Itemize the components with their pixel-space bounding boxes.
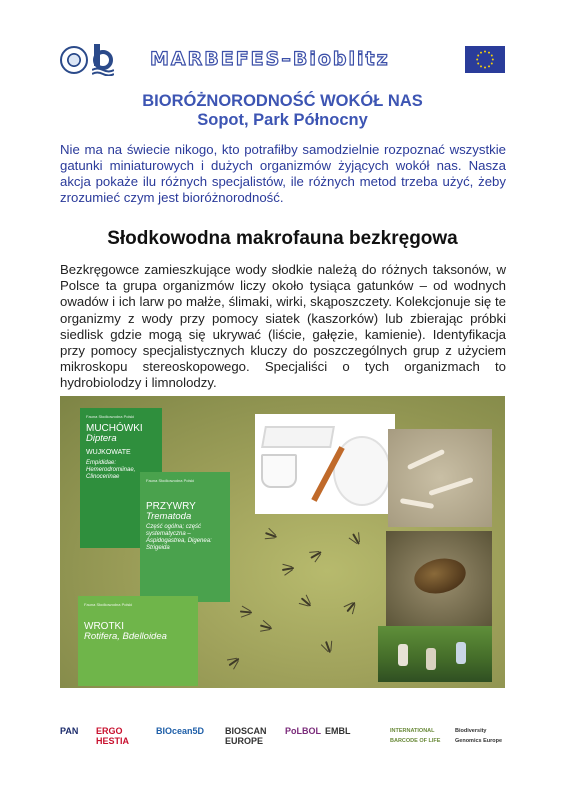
brand-title: MARBEFES–Bioblitz: [150, 48, 390, 70]
sponsor-logo: Biodiversity Genomics Europe: [455, 728, 503, 744]
intro-paragraph: Nie ma na świecie nikogo, kto potrafiłby samodzielnie rozpoznać wszystkie gatunki miniaturowych i dużych organizmów żyjących wokół nas. Nasza akcja pokaże ilu różnych specjalistów, ile różnych metod trzeba użyć, żeby zrozumieć czym jest bioróżnorodność.: [60, 142, 506, 205]
leech-icon: [411, 554, 469, 598]
insect-icon: [346, 602, 355, 612]
globe-logo-icon: [60, 46, 88, 74]
insect-icon: [260, 624, 272, 629]
event-title: BIORÓŻNORODNOŚĆ WOKÓŁ NAS: [142, 92, 423, 110]
leech-photo: [386, 531, 492, 628]
insect-icon: [352, 533, 360, 544]
sponsor-logo: BIOSCAN EUROPE: [225, 726, 267, 746]
insect-icon: [325, 641, 331, 653]
eu-flag-icon: [465, 46, 505, 73]
sponsor-logos: [60, 718, 506, 754]
sponsor-logo: EMBL: [325, 726, 351, 736]
sponsor-logo: PoLBOL: [285, 726, 321, 736]
sponsor-logo: INTERNATIONAL BARCODE OF LIFE: [390, 728, 441, 744]
worms-photo: [388, 429, 492, 527]
sponsor-logo: ERGO HESTIA: [96, 726, 130, 746]
insect-icon: [301, 597, 311, 606]
insect-icon: [240, 610, 252, 613]
insect-icon: [229, 658, 240, 667]
event-location: Sopot, Park Północny: [197, 111, 368, 129]
insect-icon: [310, 551, 321, 559]
section-title: Słodkowodna makrofauna bezkręgowa: [107, 228, 458, 249]
page-header: [60, 44, 505, 78]
b-logo-icon: [92, 44, 114, 76]
collage-photo: [60, 396, 505, 688]
section-body: Bezkręgowce zamieszkujące wody słodkie należą do różnych taksonów, w Polsce ta grupa organizmów liczy około tysiąca gatunków – od wodnych owadów i ich larw po małże, ślimaki, wirki, skąposzczety. Kolekcjonuje się te organizmy z wody przy pomocy siatek (kaszorków) lub zbierając próbki siedlisk gdzie mogą się ukrywać (liście, gałęzie, kamienie). Identyfikacja przy pomocy specjalistycznych kluczy do poszczególnych grup z użyciem mikroskopu stereoskopowego. Specjaliści o tych organizmach to hydrobiolodzy i limnolodzy.: [60, 262, 506, 391]
book-cover-diptera: Fauna Słodkowodna Polski MUCHÓWKI Diptera WUJKOWATE Empididae: Hemerodromiinae, Clinocerinae: [80, 408, 162, 548]
sponsor-logo: BIOcean5D: [156, 726, 205, 736]
book-cover-rotifera: Fauna Słodkowodna Polski WROTKI Rotifera, Bdelloidea: [78, 596, 198, 686]
book-cover-trematoda: Fauna Słodkowodna Polski PRZYWRY Trematoda Część ogólna; część systematyczna – Aspidogastrea, Digenea: Strigeida: [140, 472, 230, 602]
bucket-icon: [261, 454, 297, 488]
insect-icon: [282, 567, 294, 571]
tray-icon: [261, 426, 335, 448]
stream-sampling-photo: [378, 626, 492, 682]
insect-icon: [265, 532, 277, 538]
sampling-equipment-photo: [255, 414, 395, 514]
sponsor-logo: PAN: [60, 726, 79, 736]
